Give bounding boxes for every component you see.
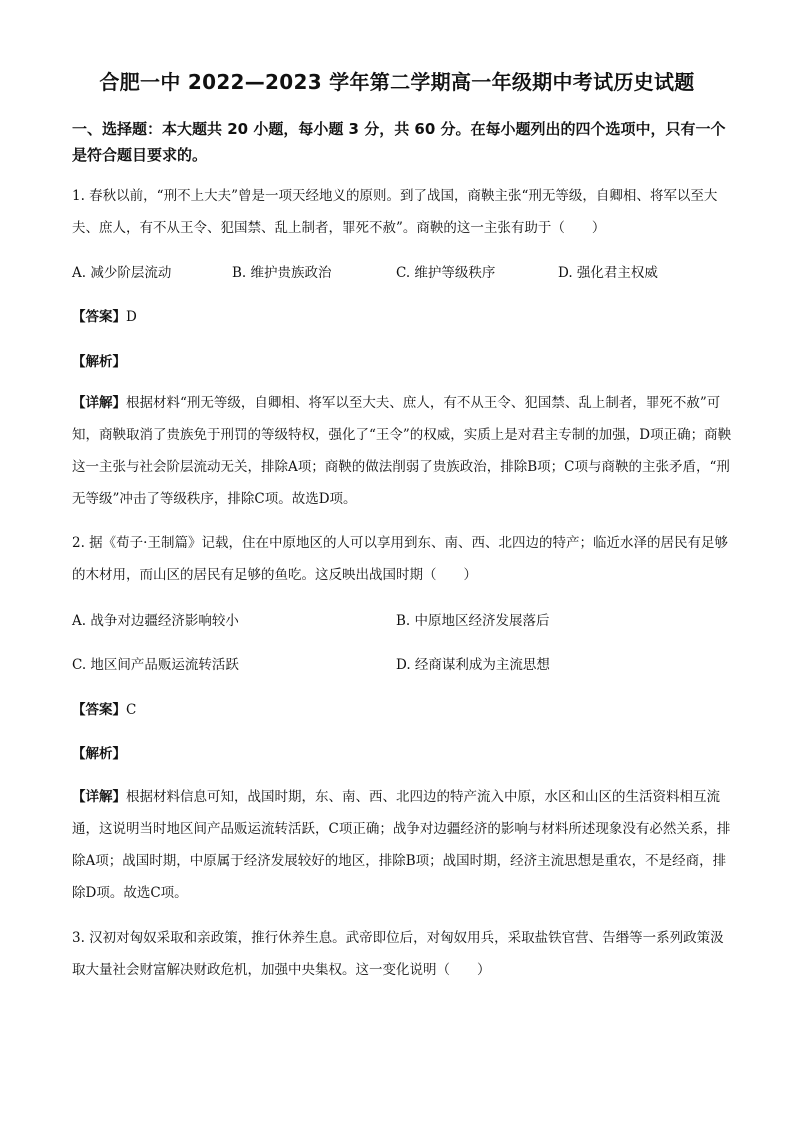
analysis-tag: 【解析】 [72, 354, 126, 370]
detail-tag: 【详解】 [72, 395, 126, 411]
option-b: B. 维护贵族政治 [232, 265, 332, 281]
answer-tag: 【答案】 [72, 309, 126, 325]
option-b: B. 中原地区经济发展落后 [396, 613, 550, 629]
answer-value: C [126, 702, 137, 718]
answer-tag: 【答案】 [72, 702, 126, 718]
page-title: 合肥一中 2022—2023 学年第二学期高一年级期中考试历史试题 [99, 70, 695, 94]
question-2-answer [72, 698, 136, 718]
question-1-options [72, 261, 732, 285]
answer-value: D [126, 309, 137, 325]
question-2-stem: 2. 据《荀子·王制篇》记载，住在中原地区的人可以享用到东、南、西、北四边的特产；临近水泽的居民有足够的木材用，而山区的居民有足够的鱼吃。这反映出战国时期（ ） [72, 535, 728, 583]
question-2-options-row-1 [72, 609, 732, 633]
option-c: C. 维护等级秩序 [396, 265, 496, 281]
question-1-analysis-label [72, 350, 126, 370]
question-1-stem: 1. 春秋以前，“刑不上大夫”曾是一项天经地义的原则。到了战国，商鞅主张“刑无等级，自卿相、将军以至大夫、庶人，有不从王令、犯国禁、乱上制者，罪死不赦”。商鞅的这一主张有助于（ ） [72, 188, 718, 236]
question-1-answer [72, 305, 137, 325]
option-c: C. 地区间产品贩运流转活跃 [72, 657, 239, 673]
detail-tag: 【详解】 [72, 789, 126, 805]
section-heading: 一、选择题：本大题共 20 小题，每小题 3 分，共 60 分。在每小题列出的四个选项中，只有一个是符合题目要求的。 [72, 120, 726, 164]
detail-text: 根据材料信息可知，战国时期，东、南、西、北四边的特产流入中原，水区和山区的生活资料相互流通，这说明当时地区间产品贩运流转活跃，C项正确；战争对边疆经济的影响与材料所述现象没有必然关系，排除A项；战国时期，中原属于经济发展较好的地区，排除B项；战国时期，经济主流思想是重农，不是经商，排除D项。故选C项。 [72, 789, 731, 901]
question-1-detail [72, 387, 732, 515]
detail-text: 根据材料“刑无等级，自卿相、将军以至大夫、庶人，有不从王令、犯国禁、乱上制者，罪死不赦”可知，商鞅取消了贵族免于刑罚的等级特权，强化了“王令”的权威，实质上是对君主专制的加强，D项正确；商鞅这一主张与社会阶层流动无关，排除A项；商鞅的做法削弱了贵族政治，排除B项；C项与商鞅的主张矛盾，“刑无等级”冲击了等级秩序，排除C项。故选D项。 [72, 395, 732, 507]
question-2-analysis-label [72, 742, 126, 762]
option-a: A. 减少阶层流动 [72, 265, 172, 281]
option-d: D. 经商谋利成为主流思想 [396, 657, 550, 673]
question-2-options-row-2 [72, 653, 732, 677]
analysis-tag: 【解析】 [72, 746, 126, 762]
question-3-stem: 3. 汉初对匈奴采取和亲政策，推行休养生息。武帝即位后，对匈奴用兵，采取盐铁官营、告缗等一系列政策汲取大量社会财富解决财政危机，加强中央集权。这一变化说明（ ） [72, 930, 724, 978]
option-d: D. 强化君主权威 [558, 265, 658, 281]
option-a: A. 战争对边疆经济影响较小 [72, 613, 239, 629]
question-2-detail [72, 781, 732, 909]
